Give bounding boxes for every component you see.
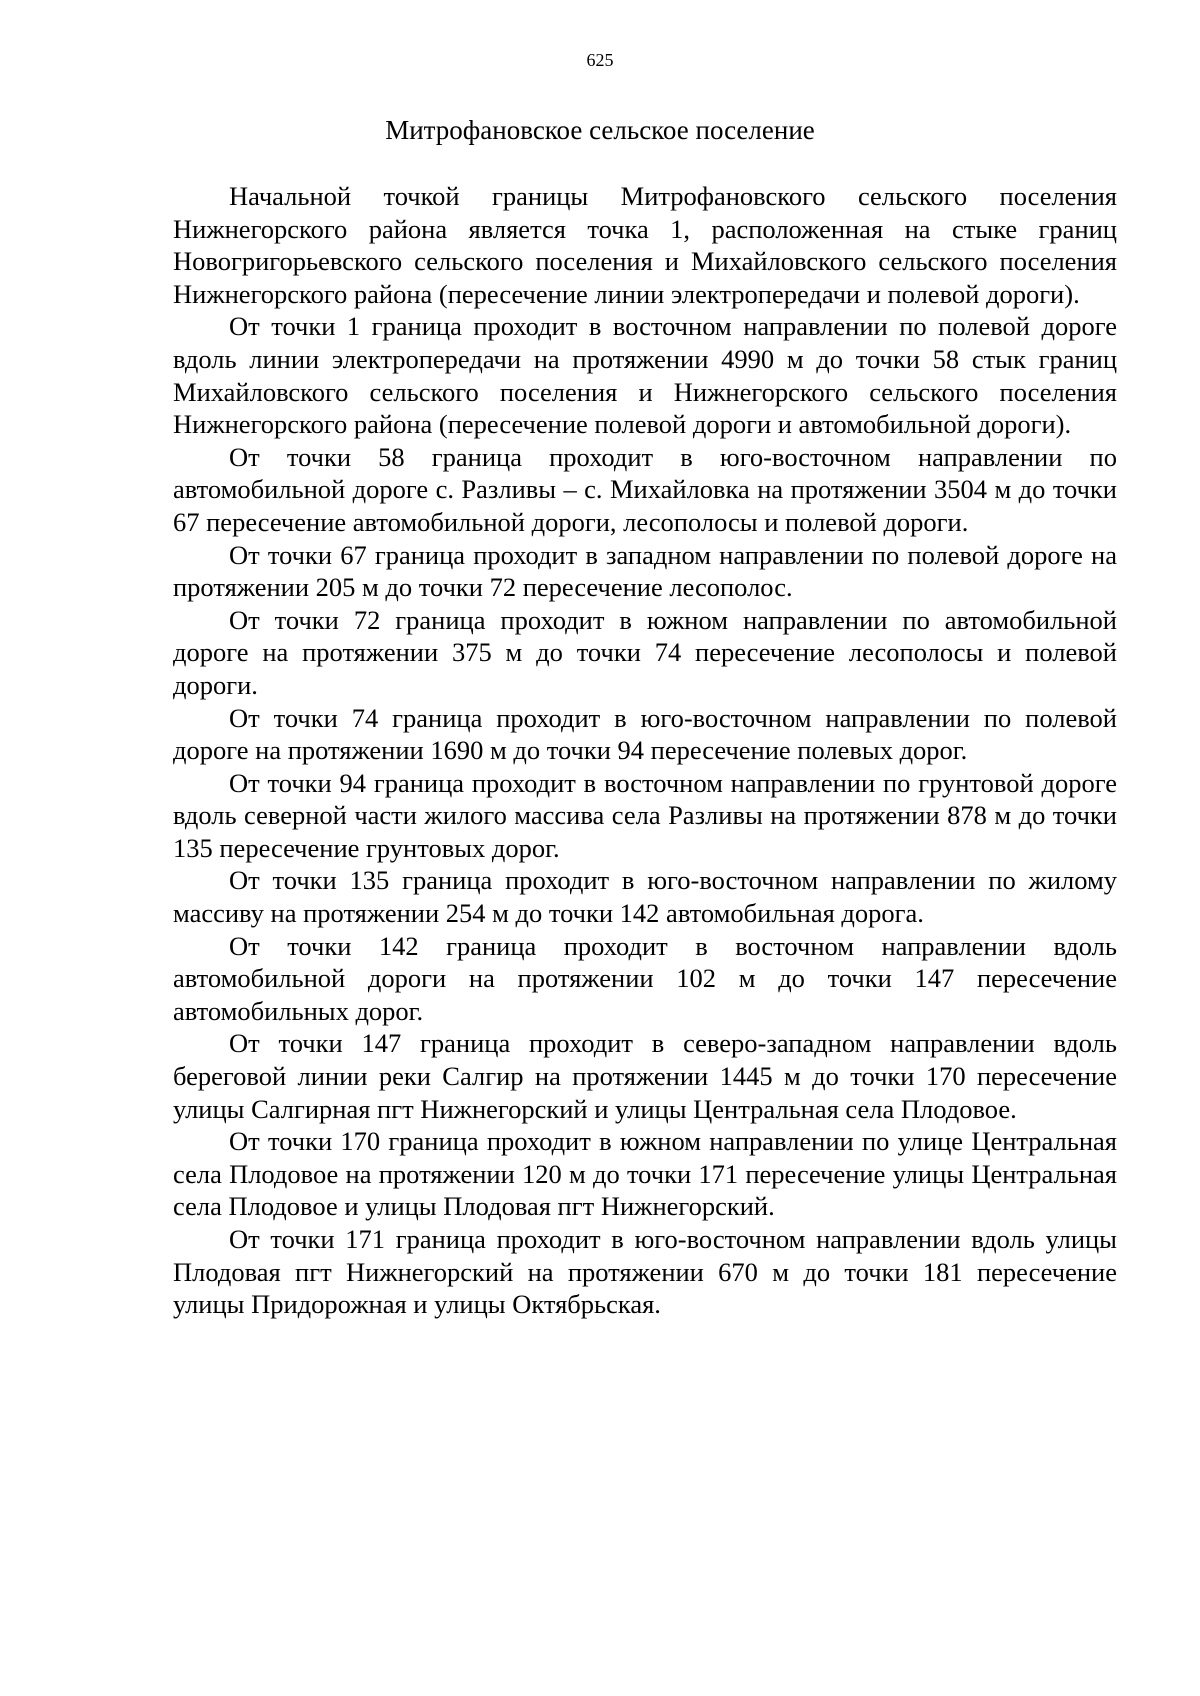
page-number: 625 (586, 50, 614, 70)
paragraph: От точки 170 граница проходит в южном направлении по улице Центральная села Плодовое на протяжении 120 м до точки 171 пересечение улицы Центральная села Плодовое и улицы Плодовая пгт Нижнегорский. (173, 1126, 1117, 1222)
paragraph: От точки 94 граница проходит в восточном направлении по грунтовой дороге вдоль северной части жилого массива села Разливы на протяжении 878 м до точки 135 пересечение грунтовых дорог. (173, 767, 1117, 863)
paragraph: От точки 74 граница проходит в юго-восточном направлении по полевой дороге на протяжении 1690 м до точки 94 пересечение полевых дорог. (173, 702, 1117, 766)
paragraph: Начальной точкой границы Митрофановского сельского поселения Нижнегорского района является точка 1, расположенная на стыке границ Новогригорьевского сельского поселения и Михайловского сельского поселения Нижнегорского района (пересечение линии электропередачи и полевой дороги). (173, 181, 1117, 309)
paragraph: От точки 72 граница проходит в южном направлении по автомобильной дороге на протяжении 375 м до точки 74 пересечение лесополосы и полевой дороги. (173, 604, 1117, 700)
paragraph: От точки 58 граница проходит в юго-восточном направлении по автомобильной дороге с. Разливы – с. Михайловка на протяжении 3504 м до точки 67 пересечение автомобильной дороги, лесополосы и полевой дороги. (173, 441, 1117, 537)
paragraph: От точки 142 граница проходит в восточном направлении вдоль автомобильной дороги на протяжении 102 м до точки 147 пересечение автомобильных дорог. (173, 930, 1117, 1026)
paragraph: От точки 67 граница проходит в западном направлении по полевой дороге на протяжении 205 м до точки 72 пересечение лесополос. (173, 539, 1117, 603)
paragraph: От точки 135 граница проходит в юго-восточном направлении по жилому массиву на протяжении 254 м до точки 142 автомобильная дорога. (173, 865, 1117, 929)
paragraph: От точки 171 граница проходит в юго-восточном направлении вдоль улицы Плодовая пгт Нижнегорский на протяжении 670 м до точки 181 пересечение улицы Придорожная и улицы Октябрьская. (173, 1224, 1117, 1320)
paragraph: От точки 147 граница проходит в северо-западном направлении вдоль береговой линии реки Салгир на протяжении 1445 м до точки 170 пересечение улицы Салгирная пгт Нижнегорский и улицы Центральная села Плодовое. (173, 1028, 1117, 1124)
document-title: Митрофановское сельское поселение (385, 115, 815, 145)
paragraph: От точки 1 граница проходит в восточном направлении по полевой дороге вдоль линии электропередачи на протяжении 4990 м до точки 58 стык границ Михайловского сельского поселения и Нижнегорского сельского поселения Нижнегорского района (пересечение полевой дороги и автомобильной дороги). (173, 311, 1117, 440)
document-body (173, 180, 1117, 1321)
